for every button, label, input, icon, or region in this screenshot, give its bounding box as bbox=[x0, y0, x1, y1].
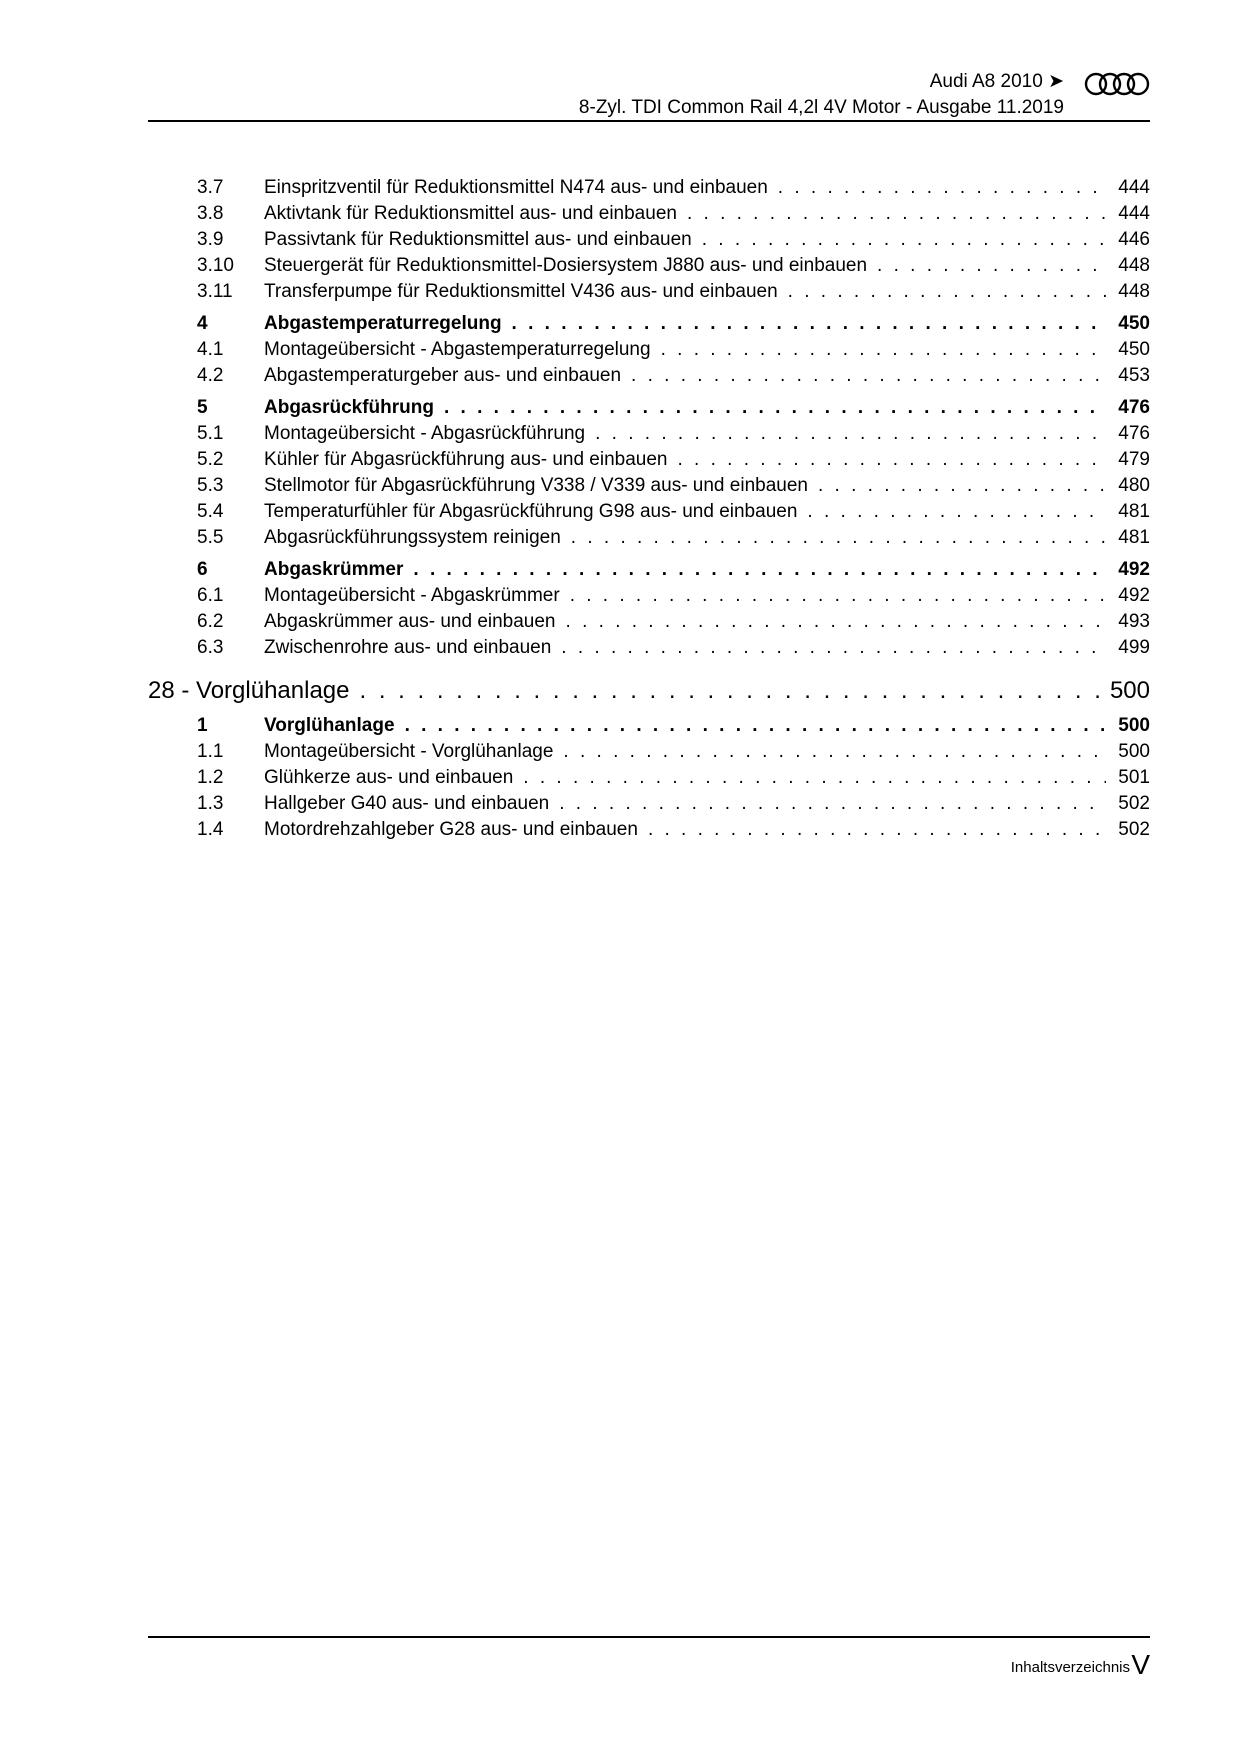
toc-entry-title: Montageübersicht - Vorglühanlage bbox=[264, 741, 554, 762]
toc-leader-dots bbox=[413, 558, 1106, 582]
toc-leader-dots bbox=[807, 500, 1106, 524]
toc-entry-title: Kühler für Abgasrückführung aus- und einbauen bbox=[264, 449, 668, 470]
toc-entry-number: 1 bbox=[197, 715, 208, 736]
toc-leader-dots bbox=[444, 396, 1106, 420]
toc-entry-title: Montageübersicht - Abgastemperaturregelung bbox=[264, 339, 651, 360]
table-of-contents bbox=[148, 174, 1150, 842]
toc-entry-number: 3.10 bbox=[197, 255, 234, 276]
toc-entry-page: 480 bbox=[1118, 475, 1150, 496]
toc-entry-page: 493 bbox=[1118, 611, 1150, 632]
toc-entry-page: 479 bbox=[1118, 449, 1150, 470]
toc-leader-dots bbox=[561, 636, 1106, 660]
toc-leader-dots bbox=[559, 792, 1106, 816]
toc-entry-title: Transferpumpe für Reduktionsmittel V436 aus- und einbauen bbox=[264, 281, 778, 302]
toc-entry[interactable] bbox=[148, 524, 1150, 550]
header-divider bbox=[148, 120, 1150, 122]
toc-entry[interactable] bbox=[148, 278, 1150, 304]
toc-entry-page: 453 bbox=[1118, 365, 1150, 386]
toc-entry-number: 3.7 bbox=[197, 177, 224, 198]
toc-entry[interactable] bbox=[148, 362, 1150, 388]
toc-entry-title: Montageübersicht - Abgasrückführung bbox=[264, 423, 586, 444]
toc-entry-page: 450 bbox=[1118, 339, 1150, 360]
toc-entry-page: 500 bbox=[1109, 677, 1150, 704]
toc-chapter-entry[interactable] bbox=[148, 670, 1150, 706]
toc-entry-title: Zwischenrohre aus- und einbauen bbox=[264, 637, 552, 658]
toc-entry-page: 450 bbox=[1118, 313, 1150, 334]
toc-entry-title: Einspritzventil für Reduktionsmittel N474 aus- und einbauen bbox=[264, 177, 768, 198]
header-title: Audi A8 2010 ➤ bbox=[929, 71, 1064, 92]
toc-leader-dots bbox=[631, 364, 1106, 388]
toc-entry-number: 5.4 bbox=[197, 501, 224, 522]
toc-leader-dots bbox=[778, 176, 1106, 200]
toc-entry-page: 502 bbox=[1118, 819, 1150, 840]
toc-entry-page: 476 bbox=[1118, 423, 1150, 444]
toc-entry-title: Temperaturfühler für Abgasrückführung G98 aus- und einbauen bbox=[264, 501, 798, 522]
toc-entry-title: Abgaskrümmer bbox=[264, 559, 404, 580]
toc-entry-title: Hallgeber G40 aus- und einbauen bbox=[264, 793, 550, 814]
toc-entry-title: Abgaskrümmer aus- und einbauen bbox=[264, 611, 556, 632]
toc-leader-dots bbox=[512, 312, 1106, 336]
toc-entry[interactable] bbox=[148, 634, 1150, 660]
toc-entry[interactable] bbox=[148, 336, 1150, 362]
toc-entry-page: 501 bbox=[1118, 767, 1150, 788]
toc-entry-number: 6.1 bbox=[197, 585, 224, 606]
footer-page-number: V bbox=[1131, 1649, 1150, 1680]
toc-entry-title: 28 - Vorglühanlage bbox=[148, 677, 350, 704]
toc-entry-number: 1.4 bbox=[197, 819, 224, 840]
toc-entry-page: 481 bbox=[1118, 501, 1150, 522]
toc-entry-number: 4.2 bbox=[197, 365, 224, 386]
footer-section-label: Inhaltsverzeichnis bbox=[1010, 1659, 1130, 1676]
toc-entry-page: 499 bbox=[1118, 637, 1150, 658]
toc-entry-number: 5 bbox=[197, 397, 208, 418]
toc-entry-title: Stellmotor für Abgasrückführung V338 / V339 aus- und einbauen bbox=[264, 475, 808, 496]
toc-entry-number: 5.1 bbox=[197, 423, 224, 444]
audi-rings-icon bbox=[1084, 72, 1150, 96]
toc-entry-number: 6.2 bbox=[197, 611, 224, 632]
toc-leader-dots bbox=[570, 584, 1106, 608]
toc-entry-page: 500 bbox=[1118, 741, 1150, 762]
toc-leader-dots bbox=[566, 610, 1106, 634]
toc-entry-number: 4 bbox=[197, 313, 208, 334]
toc-entry-page: 492 bbox=[1118, 585, 1150, 606]
toc-entry-number: 3.11 bbox=[197, 281, 233, 302]
toc-entry-page: 446 bbox=[1118, 229, 1150, 250]
toc-entry-page: 448 bbox=[1118, 281, 1150, 302]
toc-entry-number: 6 bbox=[197, 559, 208, 580]
toc-entry-title: Abgasrückführungssystem reinigen bbox=[264, 527, 561, 548]
toc-entry-title: Steuergerät für Reduktionsmittel-Dosiersystem J880 aus- und einbauen bbox=[264, 255, 868, 276]
toc-entry[interactable] bbox=[148, 420, 1150, 446]
toc-section-entry[interactable] bbox=[148, 310, 1150, 336]
toc-entry-number: 1.3 bbox=[197, 793, 224, 814]
toc-leader-dots bbox=[563, 740, 1106, 764]
toc-entry[interactable] bbox=[148, 608, 1150, 634]
toc-entry-page: 481 bbox=[1118, 527, 1150, 548]
toc-leader-dots bbox=[877, 254, 1106, 278]
toc-entry[interactable] bbox=[148, 738, 1150, 764]
toc-entry-title: Vorglühanlage bbox=[264, 715, 395, 736]
toc-leader-dots bbox=[405, 714, 1106, 738]
toc-section-entry[interactable] bbox=[148, 556, 1150, 582]
toc-leader-dots bbox=[678, 448, 1107, 472]
toc-entry-title: Abgasrückführung bbox=[264, 397, 434, 418]
toc-section-entry[interactable] bbox=[148, 394, 1150, 420]
toc-entry-number: 5.5 bbox=[197, 527, 224, 548]
toc-entry-number: 3.8 bbox=[197, 203, 224, 224]
toc-entry[interactable] bbox=[148, 582, 1150, 608]
toc-entry[interactable] bbox=[148, 200, 1150, 226]
toc-entry-page: 492 bbox=[1118, 559, 1150, 580]
toc-entry-number: 5.3 bbox=[197, 475, 224, 496]
toc-entry-title: Passivtank für Reduktionsmittel aus- und einbauen bbox=[264, 229, 692, 250]
toc-entry-page: 502 bbox=[1118, 793, 1150, 814]
toc-leader-dots bbox=[818, 474, 1106, 498]
toc-entry-title: Montageübersicht - Abgaskrümmer bbox=[264, 585, 560, 606]
toc-entry-page: 444 bbox=[1118, 203, 1150, 224]
toc-entry-title: Abgastemperaturregelung bbox=[264, 313, 502, 334]
toc-entry[interactable] bbox=[148, 174, 1150, 200]
toc-entry-title: Motordrehzahlgeber G28 aus- und einbauen bbox=[264, 819, 638, 840]
toc-entry-page: 448 bbox=[1118, 255, 1150, 276]
toc-section-entry[interactable] bbox=[148, 712, 1150, 738]
toc-entry-page: 500 bbox=[1118, 715, 1150, 736]
toc-entry[interactable] bbox=[148, 472, 1150, 498]
toc-entry-number: 5.2 bbox=[197, 449, 224, 470]
toc-entry-number: 3.9 bbox=[197, 229, 224, 250]
toc-entry[interactable] bbox=[148, 226, 1150, 252]
toc-leader-dots bbox=[523, 766, 1106, 790]
toc-entry-number: 1.1 bbox=[197, 741, 224, 762]
footer-divider bbox=[148, 1636, 1150, 1638]
toc-leader-dots bbox=[595, 422, 1106, 446]
toc-entry-number: 1.2 bbox=[197, 767, 224, 788]
toc-leader-dots bbox=[702, 228, 1106, 252]
toc-entry[interactable] bbox=[148, 764, 1150, 790]
toc-entry-number: 6.3 bbox=[197, 637, 224, 658]
toc-entry[interactable] bbox=[148, 790, 1150, 816]
toc-entry-title: Abgastemperaturgeber aus- und einbauen bbox=[264, 365, 622, 386]
toc-entry-page: 476 bbox=[1118, 397, 1150, 418]
toc-entry-title: Aktivtank für Reduktionsmittel aus- und einbauen bbox=[264, 203, 677, 224]
toc-entry[interactable] bbox=[148, 498, 1150, 524]
toc-entry-title: Glühkerze aus- und einbauen bbox=[264, 767, 514, 788]
header-subtitle: 8-Zyl. TDI Common Rail 4,2l 4V Motor - Ausgabe 11.2019 bbox=[578, 97, 1064, 118]
toc-entry[interactable] bbox=[148, 816, 1150, 842]
toc-entry-page: 444 bbox=[1118, 177, 1150, 198]
toc-leader-dots bbox=[648, 818, 1106, 842]
toc-entry[interactable] bbox=[148, 252, 1150, 278]
toc-leader-dots bbox=[661, 338, 1106, 362]
toc-entry-number: 4.1 bbox=[197, 339, 224, 360]
toc-leader-dots bbox=[687, 202, 1106, 226]
toc-leader-dots bbox=[571, 526, 1106, 550]
toc-entry[interactable] bbox=[148, 446, 1150, 472]
toc-leader-dots bbox=[788, 280, 1106, 304]
toc-leader-dots bbox=[360, 676, 1100, 706]
